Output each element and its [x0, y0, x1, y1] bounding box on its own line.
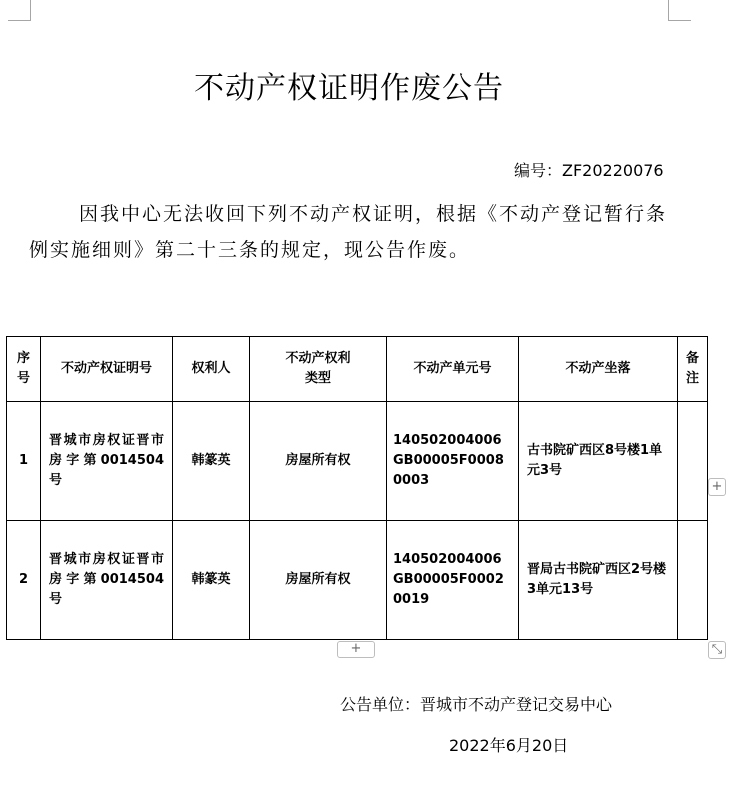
- header-cert-no: 不动产权证明号: [41, 337, 173, 402]
- table-header-row: [7, 337, 708, 402]
- add-column-button[interactable]: +: [708, 478, 726, 496]
- cell-right-type: 房屋所有权: [250, 402, 387, 521]
- header-unit-no: 不动产单元号: [387, 337, 519, 402]
- page-corner-marker-left: [8, 0, 31, 21]
- header-remark: 备注: [678, 337, 708, 402]
- table-row: [7, 402, 708, 521]
- header-seq: 序号: [7, 337, 41, 402]
- cell-location: 古书院矿西区8号楼1单元3号: [519, 402, 678, 521]
- document-title: 不动产权证明作废公告: [194, 71, 504, 106]
- cell-unit-no: 140502004006GB00005F00020019: [387, 521, 519, 640]
- cell-cert-no: 晋城市房权证晋市房字第0014504号: [41, 521, 173, 640]
- cell-remark: [678, 521, 708, 640]
- page-corner-marker-right: [668, 0, 691, 21]
- cell-owner: 韩篆英: [173, 521, 250, 640]
- announcement-date: 2022年6月20日: [449, 736, 569, 755]
- notice-paragraph: [29, 196, 669, 268]
- cert-table-wrapper: [6, 336, 708, 640]
- cell-cert-no: 晋城市房权证晋市房字第0014504号: [41, 402, 173, 521]
- announcing-unit: 公告单位：晋城市不动产登记交易中心: [340, 695, 613, 714]
- cell-location: 晋局古书院矿西区2号楼3单元13号: [519, 521, 678, 640]
- header-right-type: 不动产权利类型: [250, 337, 387, 402]
- cert-table: [6, 336, 708, 640]
- cell-seq: 1: [7, 402, 41, 521]
- table-row: [7, 521, 708, 640]
- header-location: 不动产坐落: [519, 337, 678, 402]
- document-number: 编号：ZF20220076: [514, 161, 664, 180]
- cell-unit-no: 140502004006GB00005F00080003: [387, 402, 519, 521]
- table-resize-handle[interactable]: ⤡: [708, 641, 726, 659]
- notice-paragraph-text: 因我中心无法收回下列不动产权证明，根据《不动产登记暂行条例实施细则》第二十三条的规定，现公告作废。: [29, 203, 668, 261]
- cell-seq: 2: [7, 521, 41, 640]
- cell-owner: 韩篆英: [173, 402, 250, 521]
- header-owner: 权利人: [173, 337, 250, 402]
- add-row-button[interactable]: +: [337, 641, 375, 658]
- cell-right-type: 房屋所有权: [250, 521, 387, 640]
- cell-remark: [678, 402, 708, 521]
